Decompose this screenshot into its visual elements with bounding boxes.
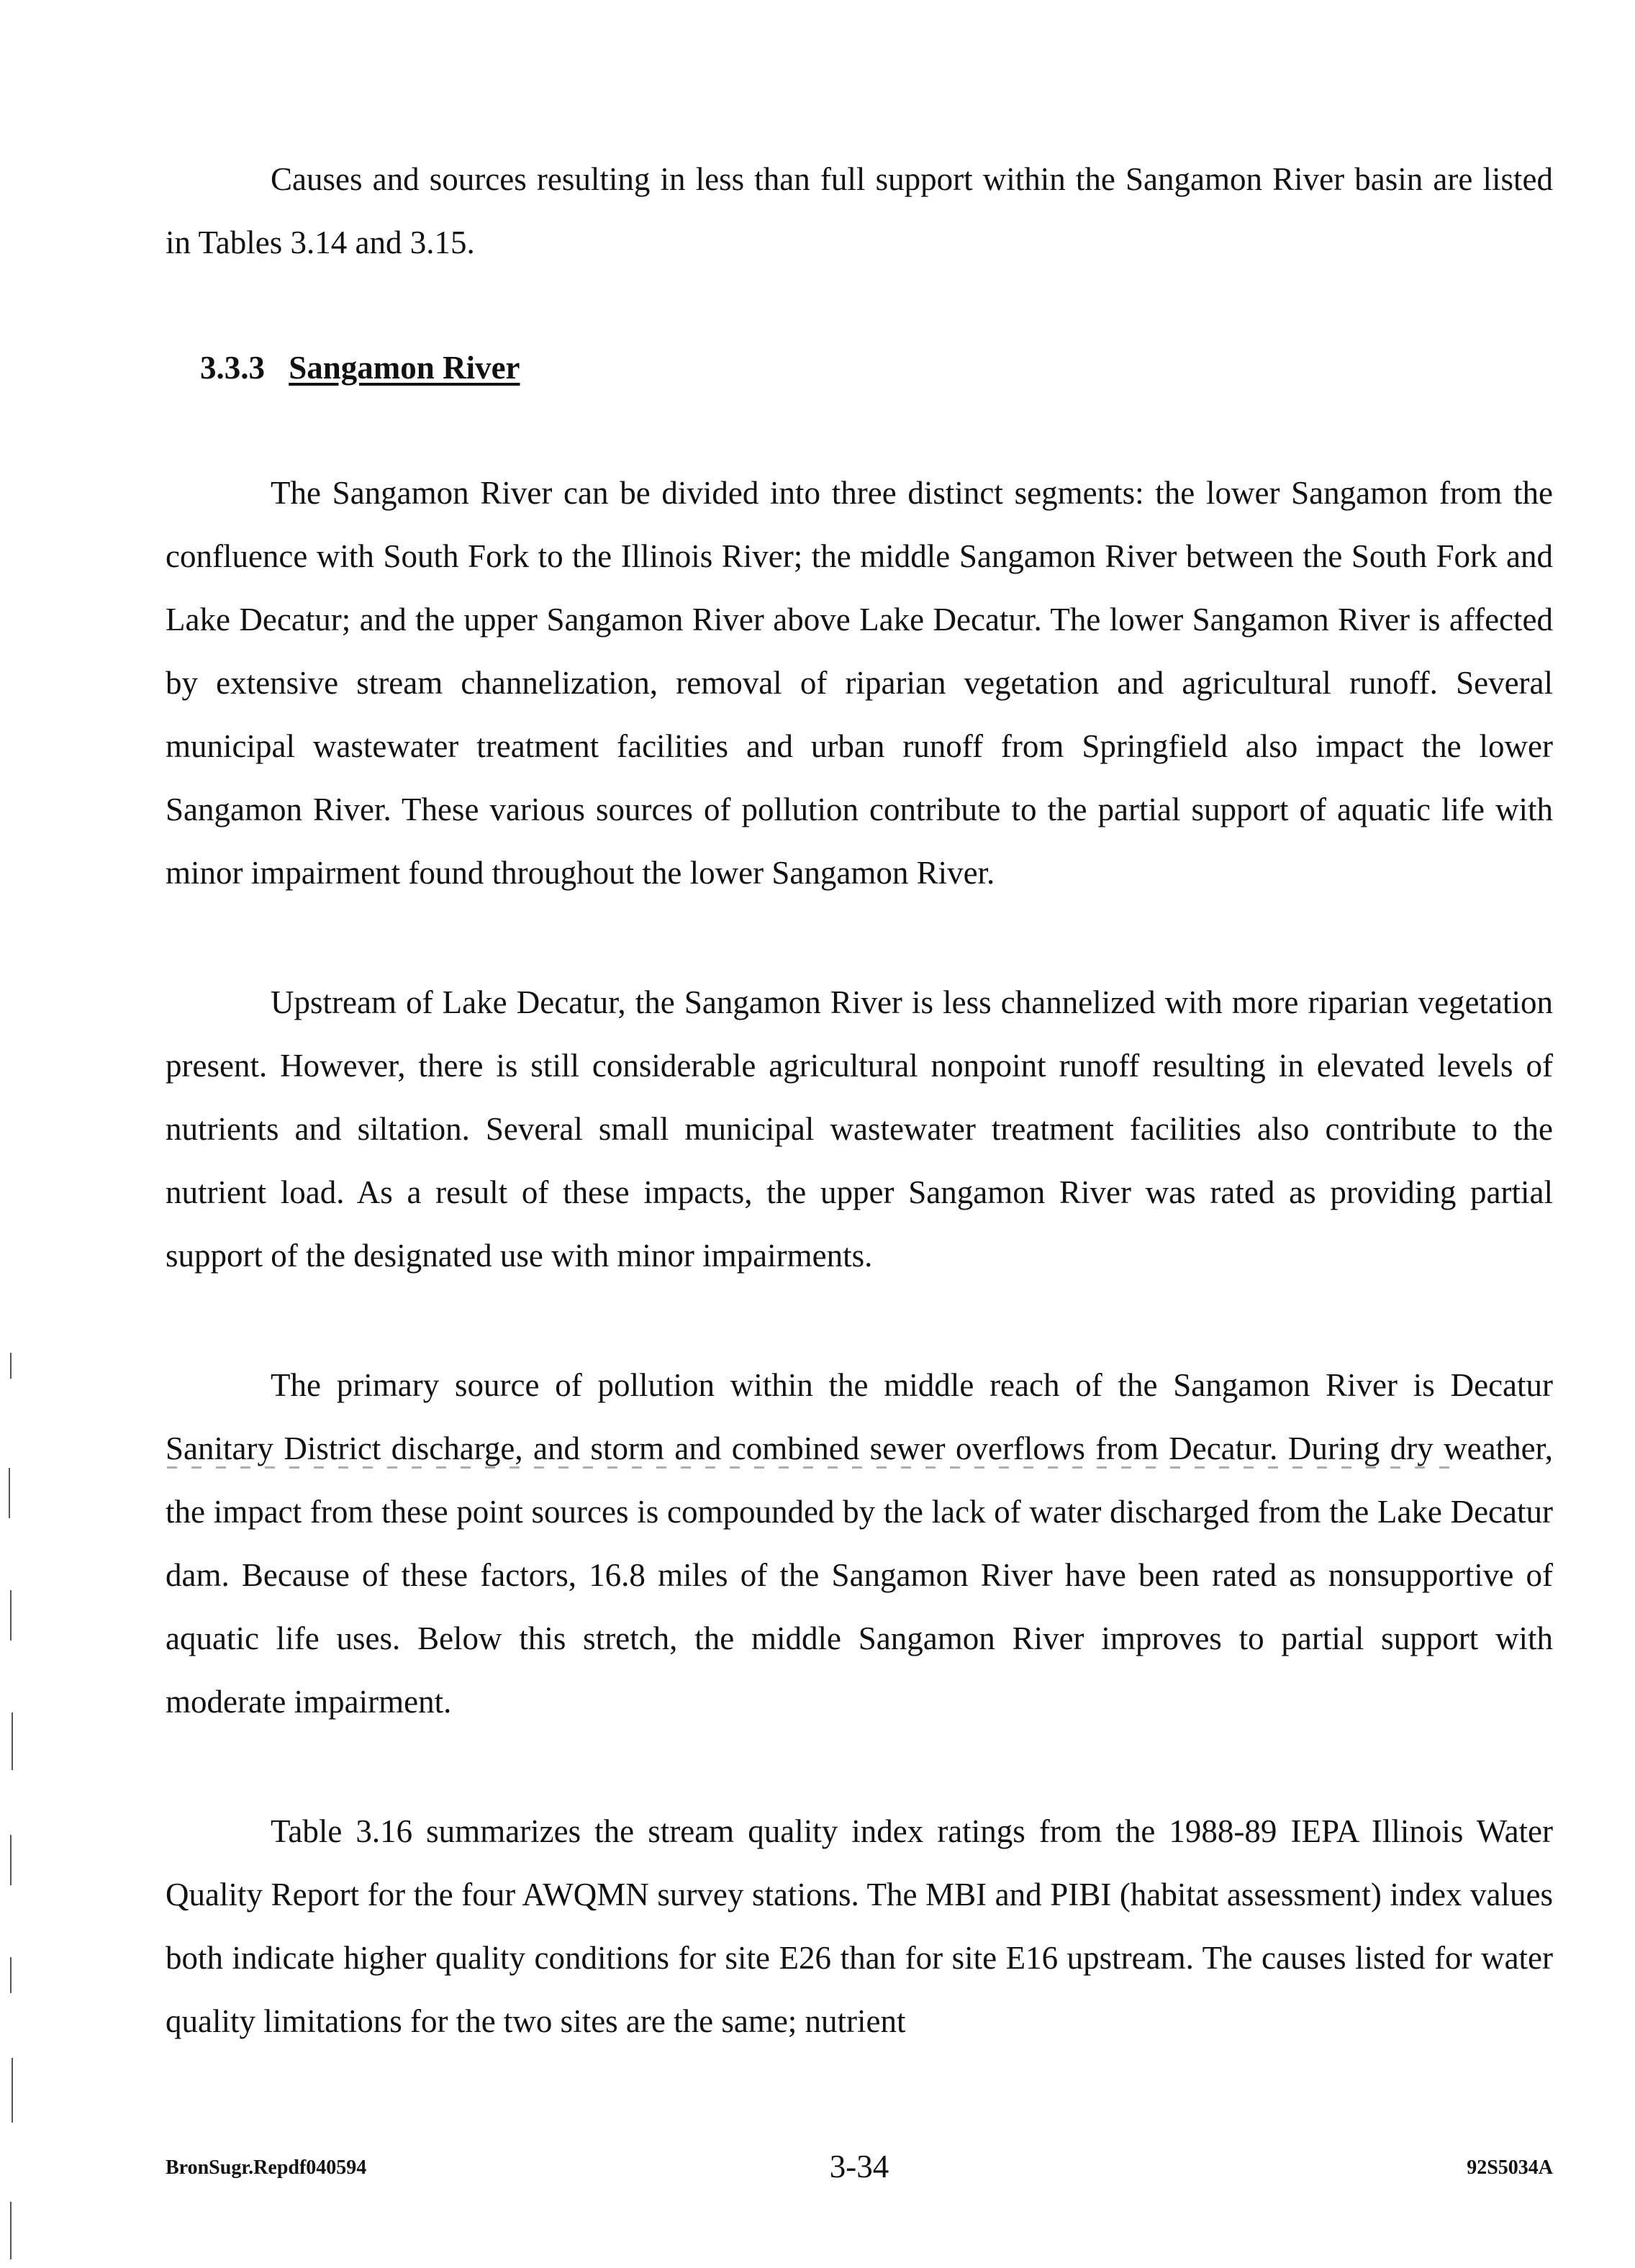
intro-paragraph: Causes and sources resulting in less than full support within the Sangamon River basin are listed in Tables 3.14 and 3.15. (166, 161, 1553, 260)
section-title: Sangamon River (289, 350, 520, 386)
scan-margin-mark (10, 1957, 12, 1993)
body-paragraph-upstream: Upstream of Lake Decatur, the Sangamon River is less channelized with more riparian vegetation present. However, there is still considerable agricultural nonpoint runoff resulting in elevated levels of nutrients and siltation. Several small municipal wastewater treatment facilities also contribute to the nutrient load. As a result of these impacts, the upper Sangamon River was rated as providing partial support of the designated use with minor impairments. (166, 984, 1553, 1274)
scan-dash-artifact (167, 1466, 1462, 1469)
body-paragraph-table-summary: Table 3.16 summarizes the stream quality index ratings from the 1988-89 IEPA Illinois Water Quality Report for the four AWQMN survey stations. The MBI and PIBI (habitat assessment) index values both indicate higher quality conditions for site E26 than for site E16 upstream. The causes listed for water quality limitations for the two sites are the same; nutrient (166, 1813, 1553, 2039)
body-paragraph-middle-reach: The primary source of pollution within the middle reach of the Sangamon River is Decatur Sanitary District discharge, and storm and combined sewer overflows from Decatur. During dry weather, the impact from these point sources is compounded by the lack of water discharged from the Lake Decatur dam. Because of these factors, 16.8 miles of the Sangamon River have been rated as nonsupportive of aquatic life uses. Below this stretch, the middle Sangamon River improves to partial support with moderate impairment. (166, 1367, 1553, 1720)
scan-margin-mark (10, 1590, 12, 1641)
scan-margin-mark (10, 1353, 12, 1379)
scan-margin-mark (9, 1468, 10, 1518)
body-paragraph-segments: The Sangamon River can be divided into three distinct segments: the lower Sangamon from the confluence with South Fork to the Illinois River; the middle Sangamon River between the South Fork and Lake Decatur; and the upper Sangamon River above Lake Decatur. The lower Sangamon River is affected by extensive stream channelization, removal of riparian vegetation and agricultural runoff. Several municipal wastewater treatment facilities and urban runoff from Springfield also impact the lower Sangamon River. These various sources of pollution contribute to the partial support of aquatic life with minor impairment found throughout the lower Sangamon River. (166, 475, 1553, 891)
scan-margin-mark (10, 1835, 12, 1885)
scan-margin-mark (12, 2058, 13, 2123)
footer-document-id: BronSugr.Repdf040594 (166, 2156, 367, 2179)
scan-margin-mark (12, 1713, 13, 1770)
page-number: 3-34 (829, 2149, 889, 2185)
section-number: 3.3.3 (200, 350, 265, 386)
page-footer (166, 2148, 1553, 2191)
footer-report-code: 92S5034A (1467, 2156, 1553, 2179)
scan-margin-mark (10, 2202, 12, 2259)
section-heading (200, 336, 1553, 399)
page-content (166, 148, 1553, 2053)
